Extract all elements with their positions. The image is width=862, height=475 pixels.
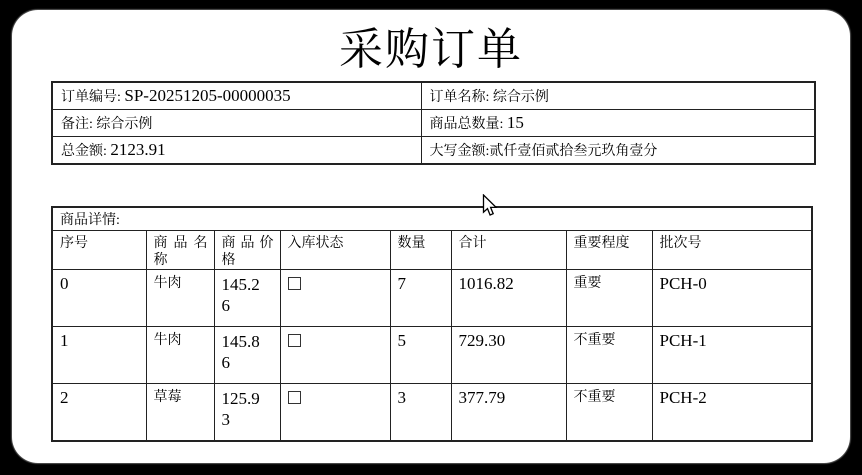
summary-cell-total-amount: [52, 137, 421, 165]
remark-value: 综合示例: [96, 117, 153, 132]
cell-stock-status: [280, 327, 390, 384]
amount-words-value: 贰仟壹佰贰拾叁元玖角壹分: [489, 144, 658, 159]
total-amount-value: 2123.91: [110, 140, 166, 159]
order-summary-table: [51, 81, 816, 165]
remark-label: 备注:: [61, 117, 97, 132]
cell-batch: PCH-1: [652, 327, 812, 384]
col-header-importance: 重要程度: [566, 231, 652, 270]
cell-qty: 7: [390, 270, 451, 327]
cell-importance: 重要: [566, 270, 652, 327]
summary-row: [52, 137, 815, 165]
cell-price: 145.86: [214, 327, 280, 384]
summary-row: [52, 82, 815, 110]
col-header-batch: 批次号: [652, 231, 812, 270]
cell-name: 牛肉: [146, 327, 214, 384]
stocked-checkbox[interactable]: [288, 334, 301, 347]
col-header-total: 合计: [451, 231, 566, 270]
total-qty-value: 15: [506, 113, 524, 132]
cell-qty: 3: [390, 384, 451, 442]
detail-section-title: 商品详情:: [52, 207, 812, 231]
order-name-label: 订单名称:: [429, 90, 493, 105]
cell-name: 牛肉: [146, 270, 214, 327]
cell-stock-status: [280, 270, 390, 327]
cell-seq: 1: [52, 327, 146, 384]
col-header-price: 商品价格: [214, 231, 280, 270]
cell-total: 1016.82: [451, 270, 566, 327]
col-header-stock-status: 入库状态: [280, 231, 390, 270]
table-row: [52, 384, 812, 442]
stocked-checkbox[interactable]: [288, 391, 301, 404]
product-detail-table: [51, 206, 813, 442]
page-title: 采购订单: [339, 25, 523, 74]
cell-stock-status: [280, 384, 390, 442]
summary-cell-order-no: [52, 82, 421, 110]
col-header-qty: 数量: [390, 231, 451, 270]
stocked-checkbox[interactable]: [288, 277, 301, 290]
cell-seq: 0: [52, 270, 146, 327]
cell-importance: 不重要: [566, 384, 652, 442]
table-row: [52, 270, 812, 327]
summary-cell-remark: [52, 110, 421, 137]
cell-batch: PCH-2: [652, 384, 812, 442]
col-header-seq: 序号: [52, 231, 146, 270]
cell-qty: 5: [390, 327, 451, 384]
table-row: [52, 327, 812, 384]
summary-row: [52, 110, 815, 137]
total-amount-label: 总金额:: [61, 144, 111, 159]
cell-total: 377.79: [451, 384, 566, 442]
order-name-value: 综合示例: [492, 90, 549, 105]
order-no-value: SP-20251205-00000035: [124, 86, 291, 105]
col-header-name: 商品名称: [146, 231, 214, 270]
detail-section-row: [52, 207, 812, 231]
cell-batch: PCH-0: [652, 270, 812, 327]
cell-price: 125.93: [214, 384, 280, 442]
cell-importance: 不重要: [566, 327, 652, 384]
document-page: [12, 10, 850, 463]
cell-total: 729.30: [451, 327, 566, 384]
total-qty-label: 商品总数量:: [429, 117, 507, 132]
summary-cell-order-name: [421, 82, 815, 110]
amount-words-label: 大写金额:: [429, 144, 490, 159]
cell-seq: 2: [52, 384, 146, 442]
cell-name: 草莓: [146, 384, 214, 442]
cell-price: 145.26: [214, 270, 280, 327]
summary-cell-total-qty: [421, 110, 815, 137]
detail-header-row: [52, 231, 812, 270]
summary-cell-amount-words: [421, 137, 815, 165]
order-no-label: 订单编号:: [61, 90, 125, 105]
